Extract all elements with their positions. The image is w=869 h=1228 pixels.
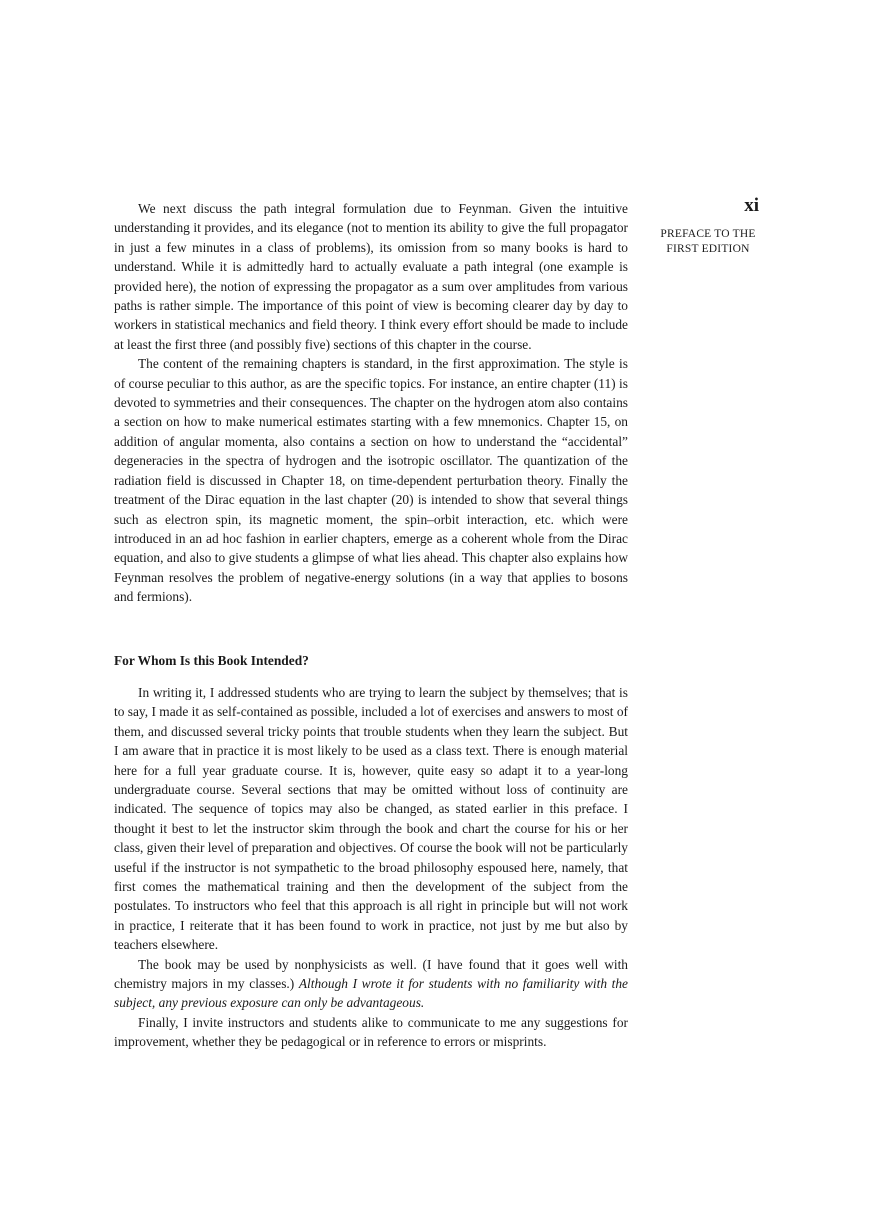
running-head [657, 227, 759, 257]
section-heading: For Whom Is this Book Intended? [114, 652, 309, 668]
margin-header [629, 196, 759, 257]
page-number: xi [744, 195, 759, 216]
paragraph-nonphysicists [114, 955, 628, 1013]
paragraph-suggestions: Finally, I invite instructors and students alike to communicate to me any suggestions for improvement, whether they be pedagogical or in reference to errors or misprints. [114, 1014, 628, 1050]
paragraph-audience: In writing it, I addressed students who are trying to learn the subject by themselves; that is to say, I made it as self-contained as possible, included a lot of exercises and answers to most of them, and discussed several tricky points that trouble students when they learn the subject. But I am aware that in practice it is most likely to be used as a class text. There is enough material here for a full year graduate course. It is, however, quite easy so adapt it to a year-long undergraduate course. Several sections that may be omitted without loss of continuity are indicated. The sequence of topics may also be changed, as stated earlier in this preface. I thought it best to let the instructor skim through the book and chart the course for his or her class, given their level of preparation and objectives. Of course the book will not be particularly useful if the instructor is not sympathetic to the broad philosophy espoused here, namely, that first comes the mathematical training and then the development of the subject from the postulates. To instructors who feel that this approach is all right in principle but will not work in practice, I reiterate that it has been found to work in practice, not just by me but also by teachers elsewhere. [114, 684, 628, 953]
main-text [114, 199, 628, 1052]
paragraph-path-integral: We next discuss the path integral formulation due to Feynman. Given the intuitive understanding it provides, and its elegance (not to mention its ability to give the full propagator in just a few minutes in a class of problems), its omission from so many books is hard to understand. While it is admittedly hard to actually evaluate a path integral (one example is provided here), the notion of expressing the propagator as a sum over amplitudes from various paths is rather simple. The importance of this point of view is becoming clearer day by day to workers in statistical mechanics and field theory. I think every effort should be made to include at least the first three (and possibly five) sections of this chapter in the course. [114, 201, 628, 352]
running-head-line-2: FIRST EDITION [666, 243, 750, 255]
paragraph-nonphysicists-emphasis: Although I wrote it for students with no familiarity with the subject, any previous exposure can only be advantageous. [114, 976, 628, 1011]
paragraph-nonphysicists-text: The book may be used by nonphysicists as well. (I have found that it goes well with chemistry majors in my classes.) [114, 956, 628, 992]
paragraph-remaining-chapters: The content of the remaining chapters is standard, in the first approximation. The style is of course peculiar to this author, as are the specific topics. For instance, an entire chapter (11) is devoted to symmetries and their consequences. The chapter on the hydrogen atom also contains a section on how to make numerical estimates starting with a few mnemonics. Chapter 15, on addition of angular momenta, also contains a section on how to understand the “accidental” degeneracies in the spectra of hydrogen and the isotropic oscillator. The quantization of the radiation field is discussed in Chapter 18, on time-dependent perturbation theory. Finally the treatment of the Dirac equation in the last chapter (20) is intended to show that several things such as electron spin, its magnetic moment, the spin–orbit interaction, etc. which were introduced in an ad hoc fashion in earlier chapters, emerge as a coherent whole from the Dirac equation, and also to give students a glimpse of what lies ahead. This chapter also explains how Feynman resolves the problem of negative-energy solutions (in a way that applies to bosons and fermions). [114, 356, 628, 605]
running-head-line-1: PREFACE TO THE [660, 228, 756, 240]
